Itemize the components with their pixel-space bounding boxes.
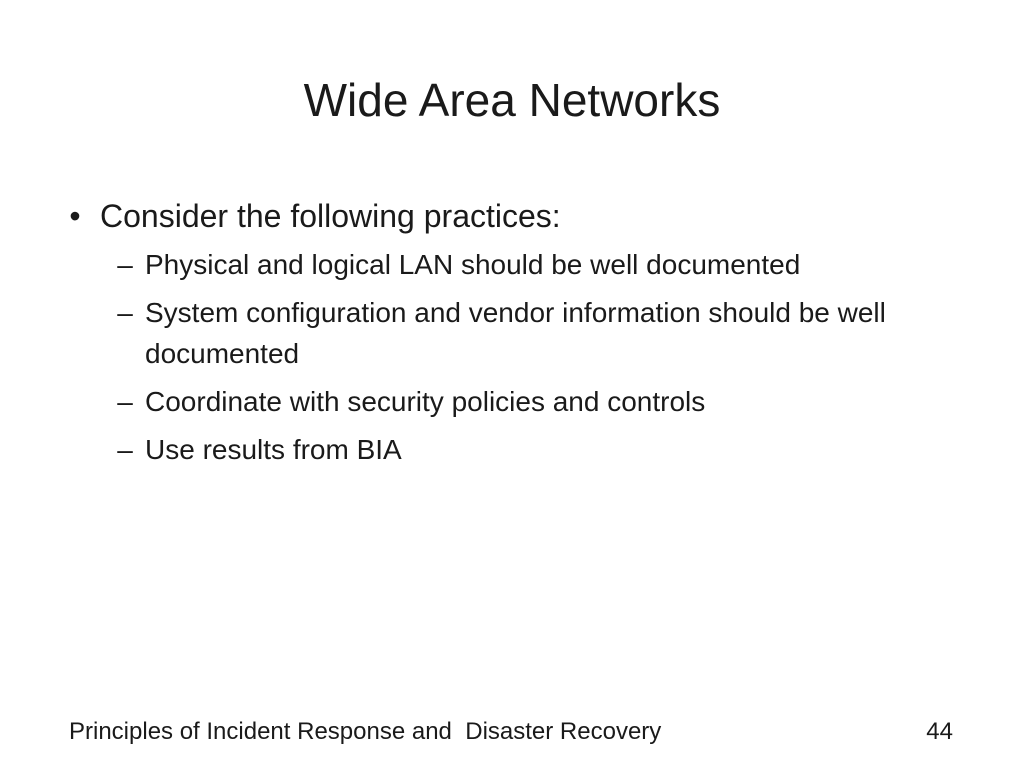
page-number: 44 xyxy=(926,718,953,745)
slide-body xyxy=(60,192,960,477)
dash-marker: – xyxy=(117,434,133,465)
sub-bullet-text: Use results from BIA xyxy=(145,434,402,465)
sub-bullet-text: System configuration and vendor information should be well documented xyxy=(145,297,886,369)
sub-bullet-text: Physical and logical LAN should be well documented xyxy=(145,249,801,280)
sub-bullet-list xyxy=(60,244,960,470)
dash-marker: – xyxy=(117,249,133,280)
bullet-item xyxy=(60,192,960,240)
sub-bullet-item xyxy=(60,429,960,470)
bullet-marker: • xyxy=(69,198,81,234)
sub-bullet-item xyxy=(60,292,960,374)
slide-title: Wide Area Networks xyxy=(303,74,721,126)
footer-course-title: Principles of Incident Response and Disaster Recovery xyxy=(69,718,662,745)
dash-marker: – xyxy=(117,386,133,417)
sub-bullet-item xyxy=(60,244,960,285)
sub-bullet-text: Coordinate with security policies and controls xyxy=(145,386,706,417)
bullet-text: Consider the following practices: xyxy=(100,198,561,234)
sub-bullet-item xyxy=(60,381,960,422)
dash-marker: – xyxy=(117,297,133,328)
